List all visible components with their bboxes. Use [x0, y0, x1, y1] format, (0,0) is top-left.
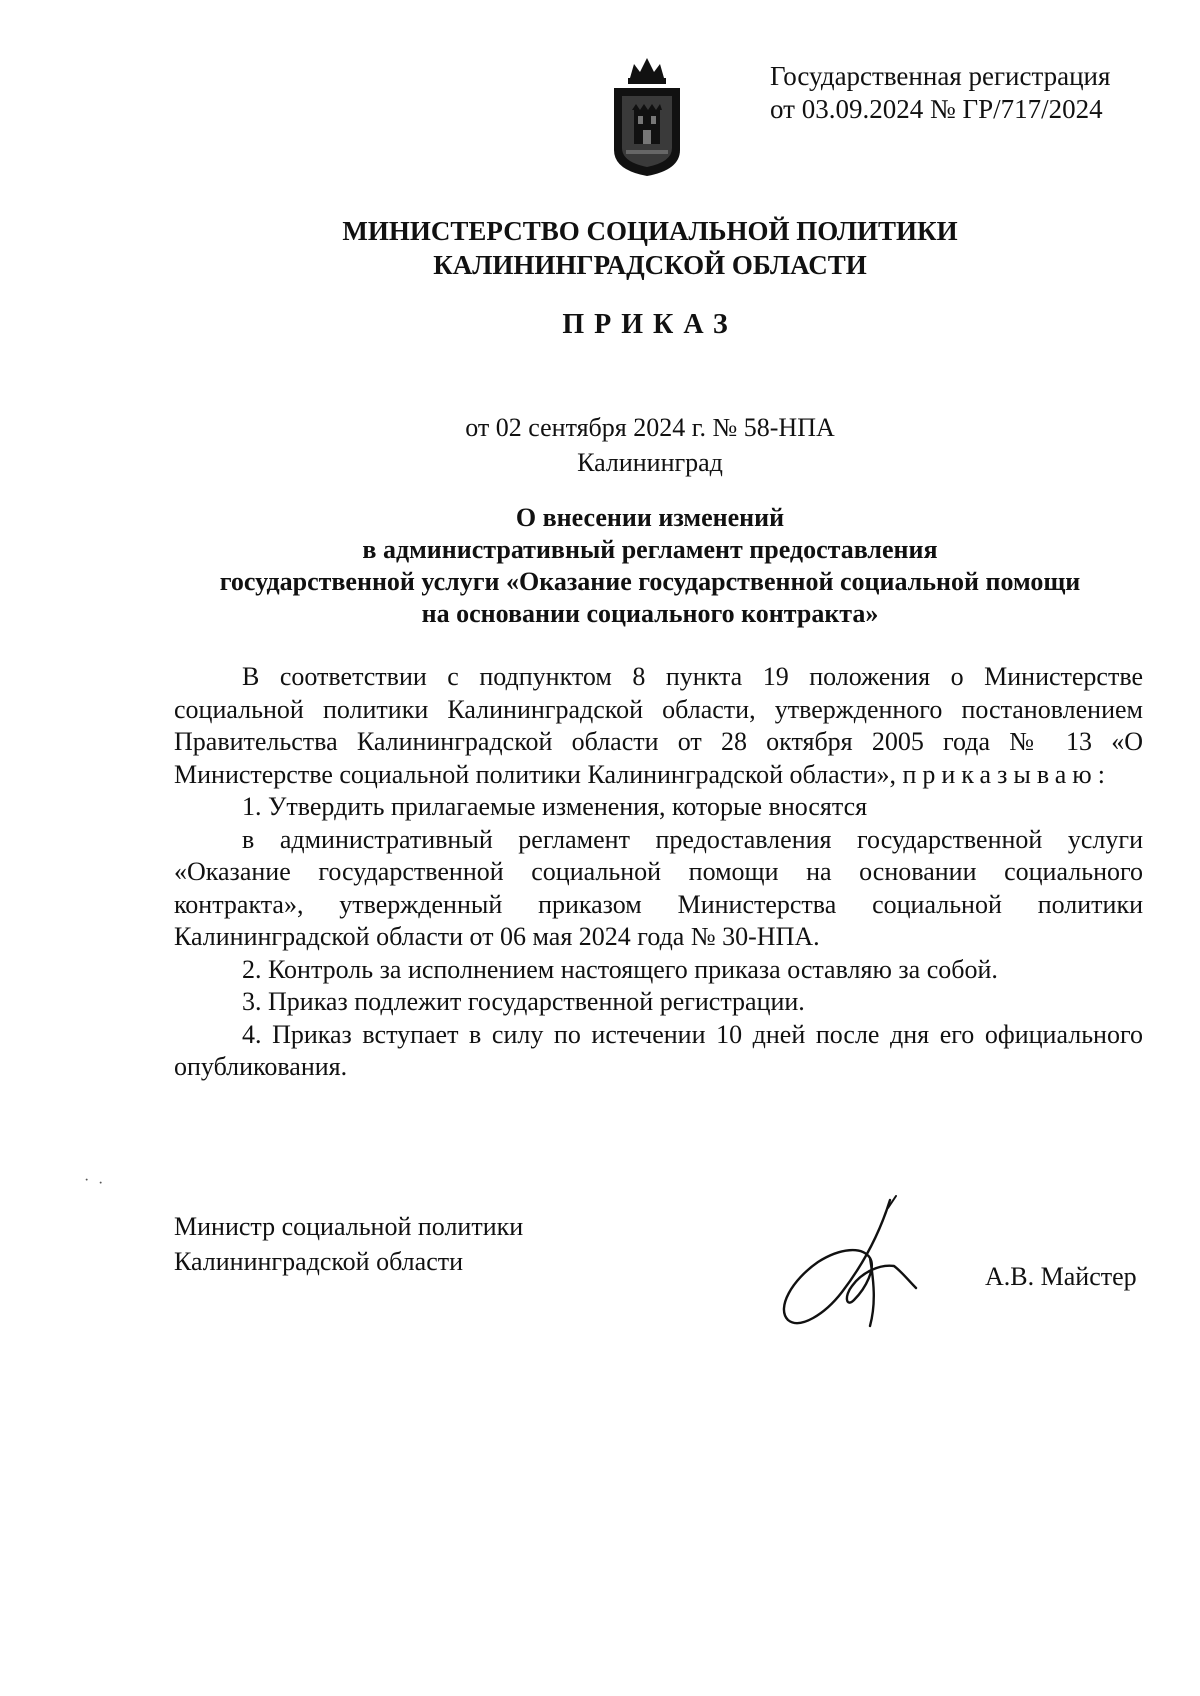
order-date-number: от 02 сентября 2024 г. № 58-НПА	[465, 413, 835, 442]
item-4-text: 4. Приказ вступает в силу по истечении 10 дней после дня его официального опубликования.	[174, 1019, 1143, 1081]
registration-line-2: от 03.09.2024 № ГР/717/2024	[770, 94, 1103, 124]
item-2-text: 2. Контроль за исполнением настоящего приказа оставляю за собой.	[242, 954, 998, 984]
document-type-title: ПРИКАЗ	[562, 309, 738, 340]
signer-position-line-2: Калининградской области	[174, 1247, 464, 1276]
ministry-name-line-1: МИНИСТЕРСТВО СОЦИАЛЬНОЙ ПОЛИТИКИ	[342, 216, 958, 246]
ministry-name-line-2: КАЛИНИНГРАДСКОЙ ОБЛАСТИ	[433, 250, 867, 280]
scan-artifact: ·	[98, 1175, 104, 1192]
subject-line-3: государственной услуги «Оказание государственной социальной помощи	[219, 567, 1081, 596]
subject-line-4: на основании социального контракта»	[421, 599, 879, 628]
preamble-paragraph	[174, 661, 1143, 791]
scan-artifact: ·	[84, 1172, 90, 1189]
preamble-text: В соответствии с подпунктом 8 пункта 19 положения о Министерстве социальной политики Калининградской области, утвержденного постановлением Правительства Калининградской области от 28 октября 2005 года № 13 «О Министерстве социальной политики Калининградской области»,	[174, 662, 1143, 789]
subject-line-1: О внесении изменений	[515, 503, 785, 532]
coat-of-arms-icon	[608, 54, 686, 178]
item-1-text: в административный регламент предоставления государственной услуги «Оказание государственной социальной помощи на основании социального контракта», утвержденный приказом Министерства социальной политики Калининградской области от 06 мая 2024 года № 30-НПА.	[174, 824, 1143, 951]
registration-block	[770, 60, 1110, 126]
ministry-header	[200, 214, 1100, 282]
order-body	[174, 661, 1143, 1084]
handwritten-signature	[770, 1192, 940, 1342]
signer-position-line-1: Министр социальной политики	[174, 1212, 524, 1241]
item-1-first-line: 1. Утвердить прилагаемые изменения, которые вносятся	[242, 792, 868, 821]
item-3-text: 3. Приказ подлежит государственной регистрации.	[242, 987, 805, 1016]
order-city: Калининград	[577, 448, 723, 477]
preamble-action: приказываю:	[902, 759, 1111, 789]
registration-line-1: Государственная регистрация	[770, 61, 1111, 91]
signer-position	[174, 1209, 523, 1279]
subject-line-2: в административный регламент предоставления	[362, 535, 938, 564]
order-subject	[150, 502, 1150, 630]
signer-name: А.В. Майстер	[985, 1262, 1137, 1291]
order-date-block	[200, 410, 1100, 480]
